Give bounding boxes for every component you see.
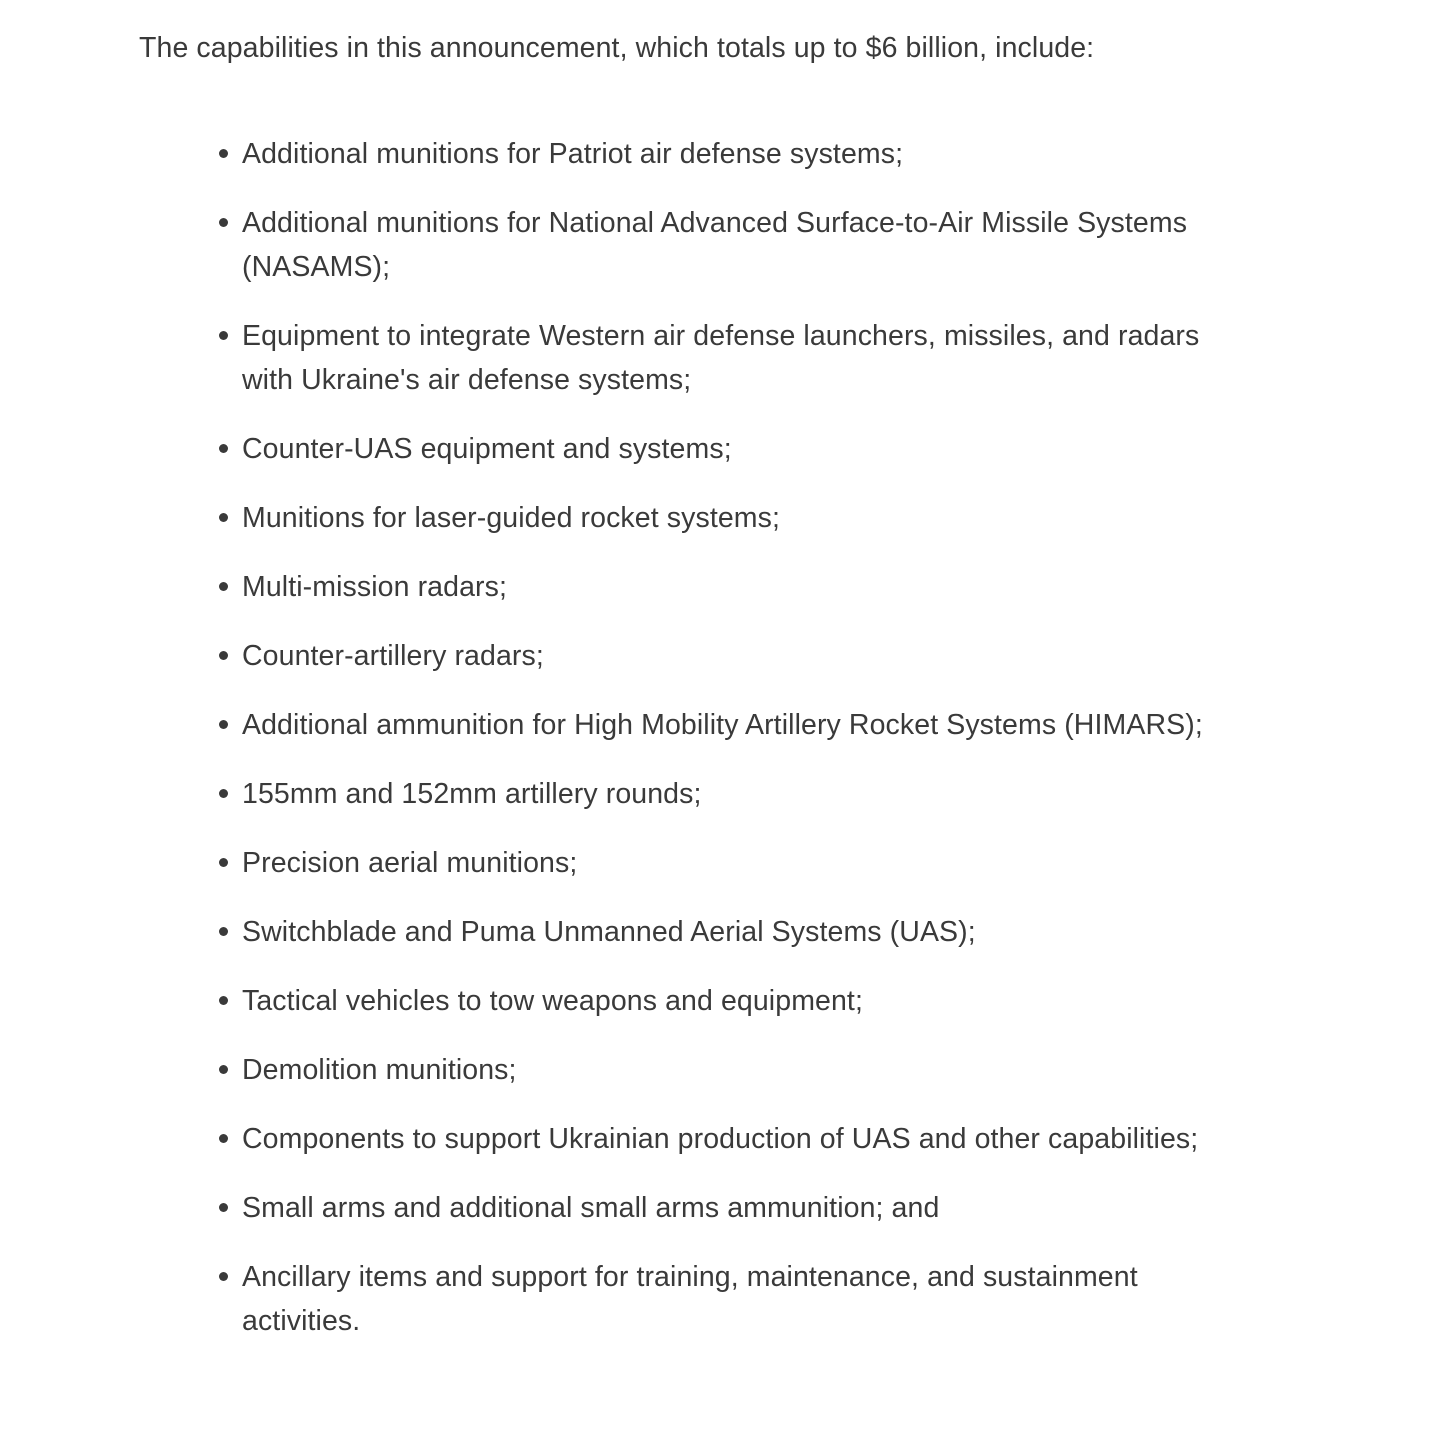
- list-item-text: Additional munitions for National Advanced Surface-to-Air Missile Systems (NASAMS);: [242, 207, 1188, 283]
- list-item-text: Counter-UAS equipment and systems;: [242, 433, 732, 465]
- bullet-icon: [219, 149, 228, 158]
- intro-paragraph: The capabilities in this announcement, which totals up to $6 billion, include:: [139, 32, 1095, 64]
- bullet-icon: [219, 651, 228, 660]
- list-item-text: Precision aerial munitions;: [242, 847, 578, 879]
- list-item-text: Multi-mission radars;: [242, 571, 507, 603]
- bullet-icon: [219, 1065, 228, 1074]
- list-item: [242, 703, 1239, 747]
- bullet-icon: [219, 582, 228, 591]
- list-item: [242, 841, 1239, 885]
- list-item: [242, 565, 1239, 609]
- list-item-text: Additional ammunition for High Mobility Artillery Rocket Systems (HIMARS);: [242, 709, 1203, 741]
- list-item: [242, 201, 1239, 289]
- bullet-icon: [219, 858, 228, 867]
- list-item: [242, 1255, 1239, 1343]
- list-item-text: 155mm and 152mm artillery rounds;: [242, 778, 702, 810]
- bullet-icon: [219, 789, 228, 798]
- list-item-text: Switchblade and Puma Unmanned Aerial Systems (UAS);: [242, 916, 976, 948]
- article-body: [139, 26, 1239, 1368]
- list-item: [242, 496, 1239, 540]
- bullet-icon: [219, 513, 228, 522]
- list-item-text: Components to support Ukrainian production of UAS and other capabilities;: [242, 1123, 1199, 1155]
- list-item: [242, 427, 1239, 471]
- list-item: [242, 979, 1239, 1023]
- bullet-icon: [219, 927, 228, 936]
- list-item: [242, 772, 1239, 816]
- list-item: [242, 132, 1239, 176]
- bullet-icon: [219, 1272, 228, 1281]
- list-item-text: Small arms and additional small arms ammunition; and: [242, 1192, 940, 1224]
- list-item-text: Equipment to integrate Western air defense launchers, missiles, and radars with Ukraine's air defense systems;: [242, 320, 1200, 396]
- list-item-text: Tactical vehicles to tow weapons and equipment;: [242, 985, 863, 1017]
- list-item: [242, 1117, 1239, 1161]
- list-item-text: Additional munitions for Patriot air defense systems;: [242, 138, 904, 170]
- list-item-text: Demolition munitions;: [242, 1054, 517, 1086]
- list-item: [242, 910, 1239, 954]
- bullet-icon: [219, 1203, 228, 1212]
- bullet-icon: [219, 1134, 228, 1143]
- list-item-text: Ancillary items and support for training, maintenance, and sustainment activities.: [242, 1261, 1138, 1337]
- list-item-text: Munitions for laser-guided rocket systems;: [242, 502, 780, 534]
- bullet-icon: [219, 444, 228, 453]
- list-item-text: Counter-artillery radars;: [242, 640, 544, 672]
- capabilities-list: [139, 132, 1239, 1343]
- list-item: [242, 1186, 1239, 1230]
- list-item: [242, 314, 1239, 402]
- list-item: [242, 1048, 1239, 1092]
- bullet-icon: [219, 996, 228, 1005]
- bullet-icon: [219, 720, 228, 729]
- list-item: [242, 634, 1239, 678]
- bullet-icon: [219, 331, 228, 340]
- bullet-icon: [219, 218, 228, 227]
